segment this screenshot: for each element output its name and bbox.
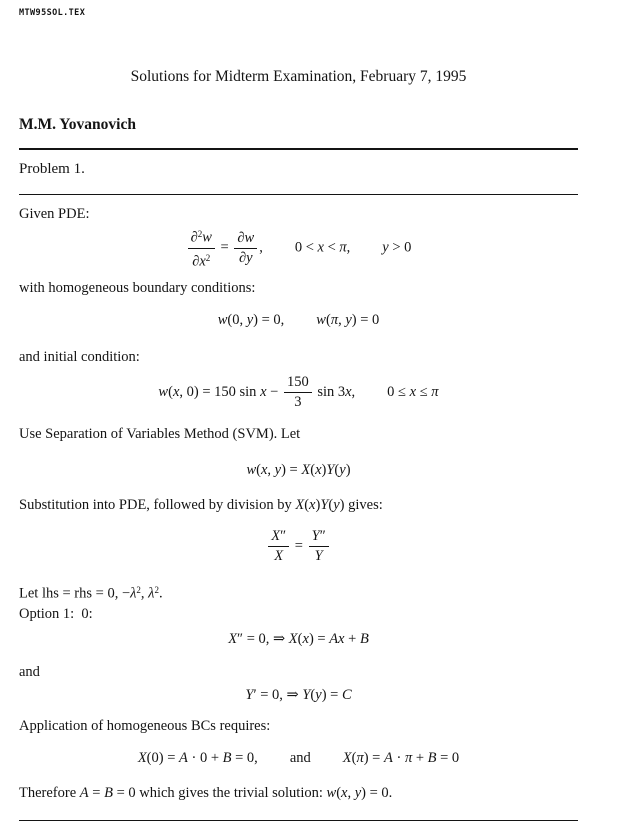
para-therefore: Therefore A = B = 0 which gives the trivial solution: w(x, y) = 0.	[19, 784, 393, 801]
equation-ratio: $\frac{X''}{X}$ = $\frac{Y''}{Y}$	[19, 528, 578, 565]
equation-initial-condition: w(x, 0) = 150 sin x − $\frac{150}{3}$ sin 3x, 0 ≤ x ≤ π	[158, 374, 439, 410]
divider-bottom	[19, 820, 578, 822]
para-given-pde: Given PDE:	[19, 206, 90, 222]
problem-heading: Problem 1.	[19, 160, 85, 177]
para-and: and	[19, 663, 40, 680]
para-bc-apply: Application of homogeneous BCs requires:	[19, 717, 271, 734]
document-content	[0, 67, 630, 821]
divider-above-problem	[19, 148, 578, 150]
equation-x-solution: X″ = 0, ⇒ X(x) = Ax + B	[228, 630, 369, 647]
para-svm: Use Separation of Variables Method (SVM). Let	[19, 426, 301, 442]
para-bc-intro: with homogeneous boundary conditions:	[19, 280, 256, 296]
equation-y-solution: Y′ = 0, ⇒ Y(y) = C	[245, 686, 352, 703]
equation-bc-application: X(0) = A · 0 + B = 0, and X(π) = A · π + B = 0	[137, 749, 460, 766]
para-option1: Option 1: 0:	[19, 605, 93, 622]
equation-pde: $\frac{\partial^2w}{\partial x^2}$ = $\frac{\partial w}{\partial y}$ , 0 < x < π, y > 0	[19, 226, 578, 270]
doc-title: Solutions for Midterm Examination, February 7, 1995	[130, 68, 467, 85]
para-ic-intro: and initial condition:	[19, 349, 140, 365]
para-lhs-rhs: Let lhs = rhs = 0, $-\lambda^2$, $\lambda^2$.	[19, 585, 163, 602]
equation-boundary-conditions: w(0, y) = 0, w(π, y) = 0	[217, 312, 380, 328]
equation-separation: w(x, y) = X(x)Y(y)	[246, 462, 351, 478]
author-name: M.M. Yovanovich	[19, 116, 136, 133]
divider-below-problem	[19, 194, 578, 196]
para-substitution: Substitution into PDE, followed by division by X(x)Y(y) gives:	[19, 497, 383, 513]
header-filename: MTW95SOL.TEX	[19, 8, 86, 18]
